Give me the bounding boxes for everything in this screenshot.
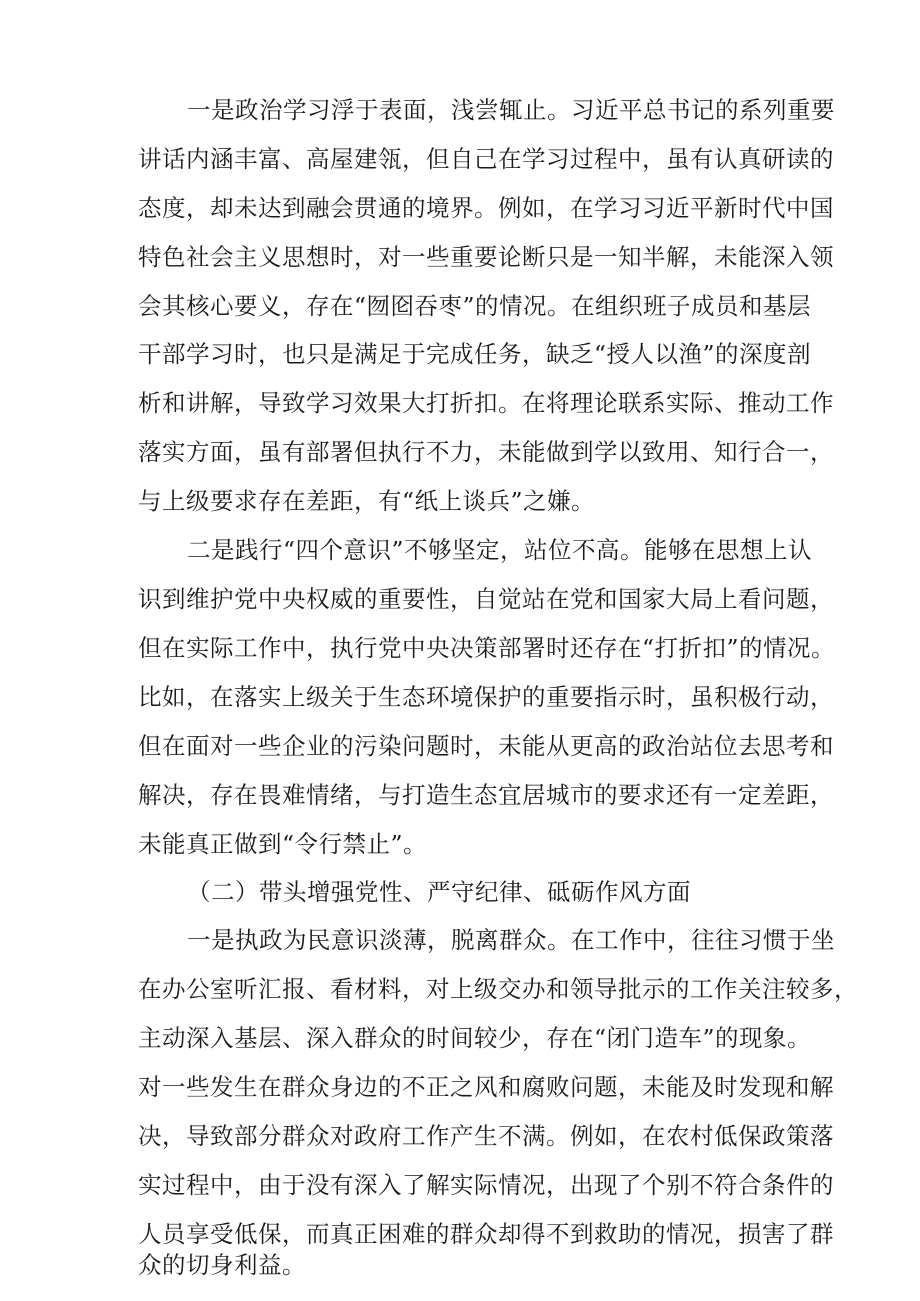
text-line: 比如，在落实上级关于生态环境保护的重要指示时，虽积极行动， [138, 683, 834, 711]
text-line: 干部学习时，也只是满足于完成任务，缺乏“授人以渔”的深度剖 [138, 340, 812, 368]
text-line: 识到维护党中央权威的重要性，自觉站在党和国家大局上看问题， [138, 585, 834, 613]
text-line: 但在实际工作中，执行党中央决策部署时还存在“打折扣”的情况。 [138, 634, 836, 662]
text-line: 主动深入基层、深入群众的时间较少，存在“闭门造车”的现象。 [138, 1024, 812, 1052]
text-line: 未能真正做到“令行禁止”。 [138, 830, 428, 858]
text-line: 人员享受低保，而真正困难的群众却得不到救助的情况，损害了群 [138, 1220, 834, 1248]
text-line: 析和讲解，导致学习效果大打折扣。在将理论联系实际、推动工作 [138, 389, 834, 417]
text-line: 落实方面，虽有部署但执行不力，未能做到学以致用、知行合一， [138, 438, 834, 466]
text-line: 一是执政为民意识淡薄，脱离群众。在工作中，往往习惯于坐 [187, 926, 835, 954]
text-line: 解决，存在畏难情绪，与打造生态宜居城市的要求还有一定差距， [138, 781, 834, 809]
text-line: 但在面对一些企业的污染问题时，未能从更高的政治站位去思考和 [138, 732, 834, 760]
text-line: 实过程中，由于没有深入了解实际情况，出现了个别不符合条件的 [138, 1171, 834, 1199]
text-line: 在办公室听汇报、看材料，对上级交办和领导批示的工作关注较多， [138, 975, 858, 1003]
text-line: 对一些发生在群众身边的不正之风和腐败问题，未能及时发现和解 [138, 1073, 834, 1101]
text-line: 二是践行“四个意识”不够坚定，站位不高。能够在思想上认 [187, 536, 813, 564]
text-line: 会其核心要义，存在“囫囵吞枣”的情况。在组织班子成员和基层 [138, 292, 812, 320]
text-line: 讲话内涵丰富、高屋建瓴，但自己在学习过程中，虽有认真研读的 [138, 145, 834, 173]
section-heading: （二）带头增强党性、严守纪律、砥砺作风方面 [187, 878, 691, 906]
text-line: 众的切身利益。 [138, 1251, 306, 1279]
text-line: 特色社会主义思想时，对一些重要论断只是一知半解，未能深入领 [138, 243, 834, 271]
text-line: 决，导致部分群众对政府工作产生不满。例如，在农村低保政策落 [138, 1122, 834, 1150]
text-line: 一是政治学习浮于表面，浅尝辄止。习近平总书记的系列重要 [187, 96, 835, 124]
text-line: 态度，却未达到融会贯通的境界。例如，在学习习近平新时代中国 [138, 194, 834, 222]
text-line: 与上级要求存在差距，有“纸上谈兵”之嫌。 [138, 487, 596, 515]
